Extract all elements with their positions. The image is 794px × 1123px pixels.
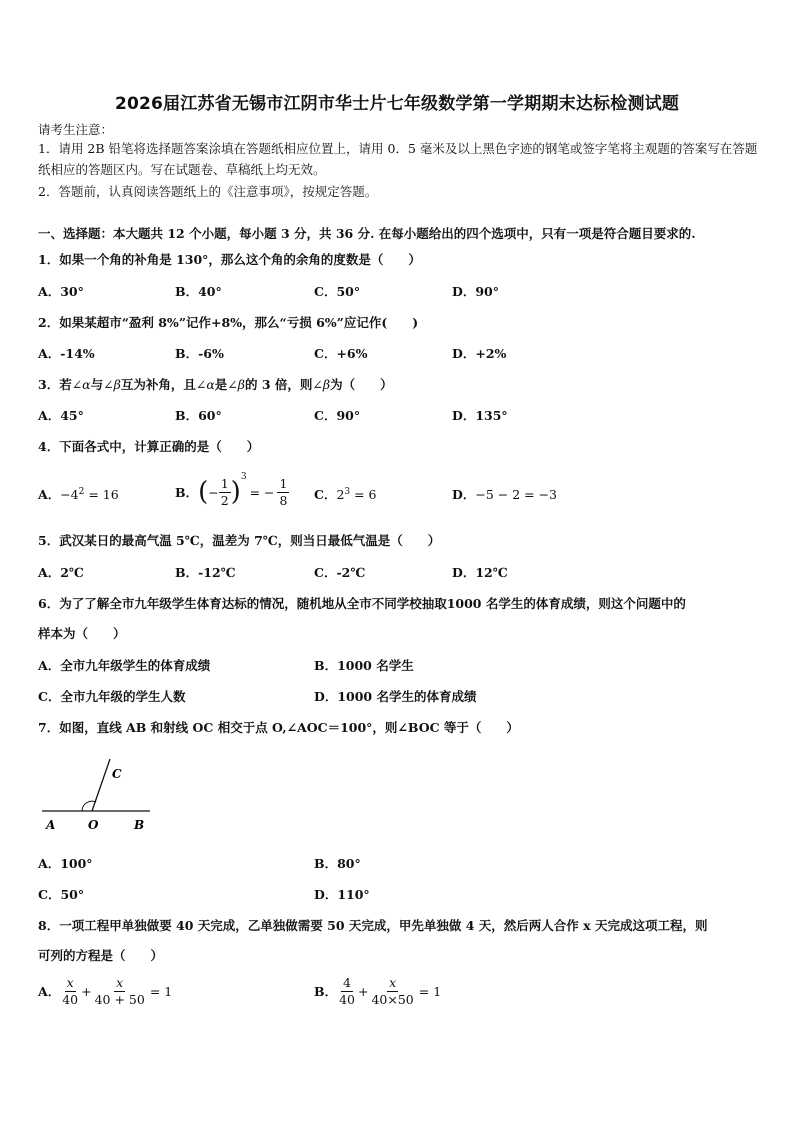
q3-angle-beta-3: ∠β <box>312 377 331 392</box>
q4-b-fraction-1: $\frac{1}{2}$ <box>220 475 229 508</box>
q4-c-label: C． <box>314 487 337 502</box>
notice-heading: 请考生注意： <box>38 122 114 137</box>
q8-a-plus: + <box>81 983 92 999</box>
q5-option-d[interactable]: D．12℃ <box>452 565 508 580</box>
q7-option-d[interactable]: D．110° <box>314 887 370 902</box>
question-2-stem: 2．如果某超市“盈利 8%”记作+8%，那么“亏损 6%”应记作( ) <box>38 315 419 330</box>
label-o: O <box>88 818 99 832</box>
q8-a-fraction-1: $\frac{x}{40}$ <box>62 974 79 1007</box>
exam-title: 2026届江苏省无锡市江阴市华士片七年级数学第一学期期末达标检测试题 <box>114 94 680 114</box>
q3-angle-beta-2: ∠β <box>227 377 245 392</box>
notice-item-1: 1．请用 2B 铅笔将选择题答案涂填在答题纸相应位置上，请用 0．5 毫米及以上黑色字迹的钢笔或签字笔将主观题的答案写在答题纸相应的答题区内。写在试题卷、草稿纸上均无效。 <box>38 141 758 177</box>
label-b: B <box>134 818 145 832</box>
question-3-stem <box>38 375 393 393</box>
label-c: C <box>112 767 122 781</box>
q7-option-a[interactable]: A．100° <box>38 856 93 871</box>
q2-option-c[interactable]: C．+6% <box>314 346 368 361</box>
q8-b-fraction-2: $\frac{x}{40\times 50}$ <box>371 974 414 1007</box>
q7-option-b[interactable]: B．80° <box>314 856 361 871</box>
question-8-stem-line-2: 可列的方程是（ ） <box>38 948 164 963</box>
q4-b-equals: = − <box>249 484 275 500</box>
label-a: A <box>46 818 56 832</box>
q8-a-label: A． <box>38 984 61 999</box>
q3-stem-post: 为（ ） <box>330 377 393 392</box>
q7-angle-figure <box>38 755 168 835</box>
question-8-stem-line-1: 8．一项工程甲单独做要 40 天完成，乙单独做需要 50 天完成，甲先单独做 4 天，然后两人合作 x 天完成这项工程，则 <box>38 918 708 933</box>
q8-b-fraction-1: $\frac{4}{40}$ <box>339 974 355 1007</box>
q2-option-b[interactable]: B．-6% <box>175 346 224 361</box>
question-4-stem: 4．下面各式中，计算正确的是（ ） <box>38 439 260 454</box>
q4-c-expression: $2^3 = 6$ <box>336 486 377 502</box>
q2-option-d[interactable]: D．+2% <box>452 346 507 361</box>
question-6-stem-line-1: 6．为了了解全市九年级学生体育达标的情况，随机地从全市不同学校抽取1000 名学生的体育成绩，则这个问题中的 <box>38 596 686 611</box>
q4-a-expression: $-4^2 = 16$ <box>60 486 119 502</box>
q4-option-a[interactable] <box>38 485 119 503</box>
q4-d-label: D． <box>452 487 476 502</box>
q5-option-c[interactable]: C．-2℃ <box>314 565 366 580</box>
q4-b-paren-open: ( <box>198 477 209 507</box>
ray-oc <box>92 759 110 811</box>
q8-a-fraction-2: $\frac{x}{40 + 50}$ <box>94 974 145 1007</box>
question-1-stem: 1．如果一个角的补角是 130°，那么这个角的余角的度数是（ ） <box>38 252 421 267</box>
q7-option-c[interactable]: C．50° <box>38 887 85 902</box>
question-7-stem: 7．如图，直线 AB 和射线 OC 相交于点 O,∠AOC＝100°，则∠BOC 等于（ ） <box>38 720 519 735</box>
q3-option-a[interactable]: A．45° <box>38 408 84 423</box>
q3-stem-mid3: 是 <box>214 377 228 392</box>
q4-a-label: A． <box>38 487 61 502</box>
q3-option-c[interactable]: C．90° <box>314 408 361 423</box>
q1-option-c[interactable]: C．50° <box>314 284 361 299</box>
q4-b-label: B． <box>175 485 199 500</box>
q8-option-a[interactable] <box>38 972 172 1010</box>
q8-b-equals: = 1 <box>418 983 442 999</box>
q6-option-b[interactable]: B．1000 名学生 <box>314 658 414 673</box>
notice-item-2: 2．答题前，认真阅读答题纸上的《注意事项》，按规定答题。 <box>38 184 378 199</box>
q5-option-b[interactable]: B．-12℃ <box>175 565 236 580</box>
q3-angle-alpha-2: ∠α <box>195 377 215 392</box>
q3-stem-mid2: 互为补角，且 <box>120 377 196 392</box>
q3-option-b[interactable]: B．60° <box>175 408 222 423</box>
q6-option-c[interactable]: C．全市九年级的学生人数 <box>38 689 186 704</box>
q5-option-a[interactable]: A．2℃ <box>38 565 84 580</box>
q1-option-d[interactable]: D．90° <box>452 284 499 299</box>
section-heading: 一、选择题：本大题共 12 个小题，每小题 3 分，共 36 分. 在每小题给出的四个选项中，只有一项是符合题目要求的. <box>38 226 696 241</box>
q4-b-minus: − <box>208 484 219 500</box>
q4-option-b[interactable] <box>175 470 289 514</box>
question-6-stem-line-2: 样本为（ ） <box>38 626 126 641</box>
q4-d-expression: −5 − 2 = −3 <box>475 487 557 502</box>
q1-option-a[interactable]: A．30° <box>38 284 84 299</box>
q4-option-c[interactable] <box>314 485 377 503</box>
q3-stem-mid4: 的 3 倍，则 <box>245 377 313 392</box>
q6-option-a[interactable]: A．全市九年级学生的体育成绩 <box>38 658 211 673</box>
q4-b-fraction-2: $\frac{1}{8}$ <box>279 475 288 508</box>
q4-b-paren-close: ) <box>230 477 241 507</box>
q3-stem-pre: 3．若 <box>38 377 72 392</box>
q4-b-exponent: 3 <box>240 472 247 482</box>
q4-option-d[interactable] <box>452 485 557 503</box>
q2-option-a[interactable]: A．-14% <box>38 346 95 361</box>
q3-angle-alpha: ∠α <box>71 377 91 392</box>
q3-option-d[interactable]: D．135° <box>452 408 508 423</box>
q8-a-equals: = 1 <box>149 983 173 999</box>
q8-b-plus: + <box>357 983 369 999</box>
q8-b-label: B． <box>314 984 338 999</box>
q3-stem-mid1: 与 <box>90 377 104 392</box>
q1-option-b[interactable]: B．40° <box>175 284 222 299</box>
q8-option-b[interactable] <box>314 972 441 1010</box>
q3-angle-beta: ∠β <box>103 377 121 392</box>
q6-option-d[interactable]: D．1000 名学生的体育成绩 <box>314 689 477 704</box>
question-5-stem: 5．武汉某日的最高气温 5℃，温差为 7℃，则当日最低气温是（ ） <box>38 533 441 548</box>
